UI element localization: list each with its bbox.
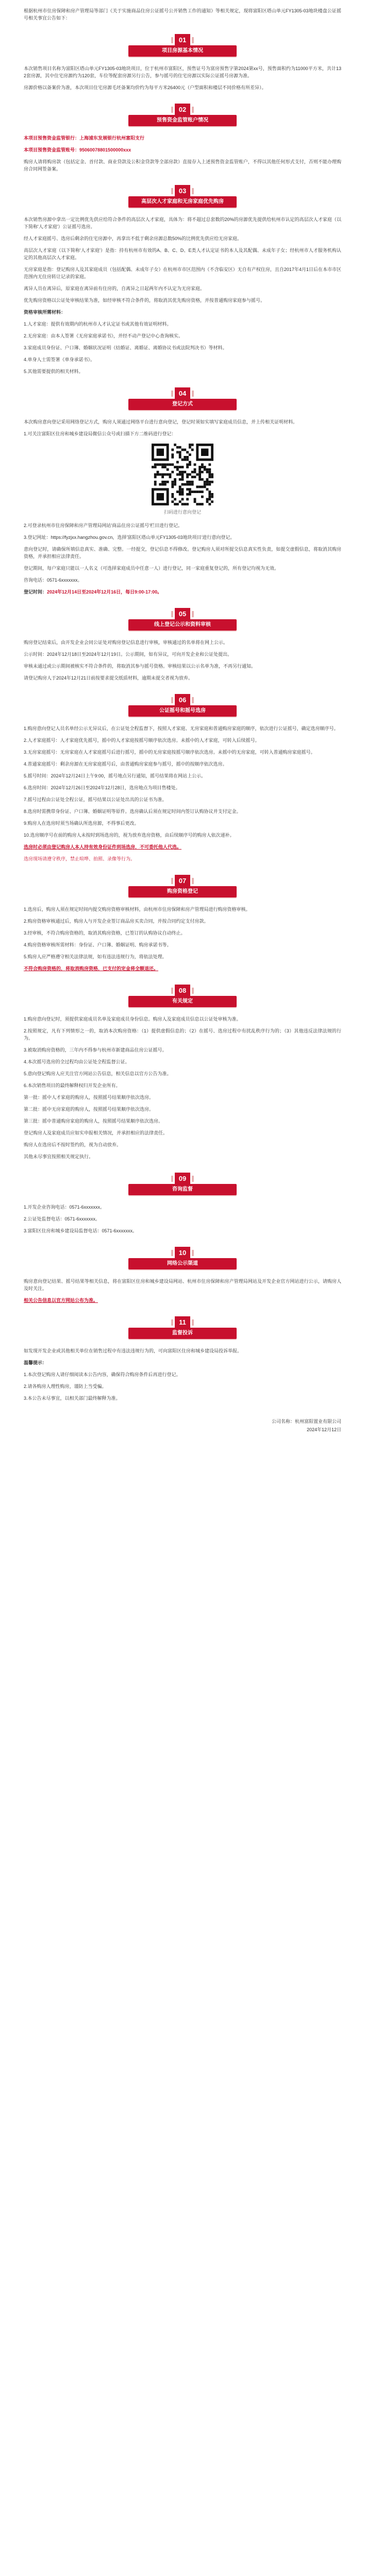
footer-org: 公司名称：杭州富阳置业有限公司	[271, 1419, 341, 1424]
section-paragraph: 离异人员在离异后，原家庭在离异前有住房的，自离异之日起两年内不认定为无房家庭。	[24, 286, 205, 291]
section-number: 02	[175, 104, 190, 116]
section-paragraph: 5.意向登记购房人应关注官方网站公告信息，相关信息以官方公告为准。	[24, 1071, 172, 1076]
section-number: 10	[175, 1247, 190, 1259]
section-number: 01	[175, 34, 190, 46]
section-paragraph: 8.选房时需携带身份证、户口簿、婚姻证明等原件。选房确认后须在规定时间内签订认购协议并支付定金。	[24, 809, 241, 814]
section-paragraph: 3.登记网址：https://fyzjxx.hangzhou.gov.cn，选择'富阳区塔山单元FY1305-03地块项目'进行意向登记。	[24, 535, 235, 540]
highlight-text: 不符合购房资格的，将取消购房资格，已支付的定金将全额退还。	[24, 966, 159, 971]
section-paragraph: 1.选房后，购房人须在规定时间内提交购房资格审核材料，由杭州市住房保障和房产管理局进行购房资格审核。	[24, 907, 251, 912]
section-number: 07	[175, 875, 190, 887]
section-paragraph: 购房人请将购房款（包括定金、首付款、商业贷款及公积金贷款等全部房款）直接存入上述预售资金监管账户，不得以其他任何形式支付，否则不能办理购房合同网签备案。	[24, 159, 341, 172]
section-paragraph: 登记购房人及家庭成员应如实申报相关情况，并承担相应的法律责任。	[24, 1130, 168, 1136]
highlight-text: 相关公告信息以官方网站公布为准。	[24, 1298, 98, 1303]
section-paragraph: 5.购房人应严格遵守相关法律法规，如有违法违规行为，将依法处理。	[24, 954, 167, 959]
section-paragraph: 1.购房意向登记时，须提供家庭成员名单及家庭成员身份信息。购房人及家庭成员信息以公证处审核为准。	[24, 1016, 241, 1022]
section-paragraph: 第三批：摇中普通购房家庭的购房人，按照摇号结果顺序依次选房。	[24, 1118, 163, 1124]
section-number: 03	[175, 185, 190, 197]
sections-container	[24, 34, 341, 1354]
section-paragraph: 第二批：摇中无房家庭的购房人，按照摇号结果顺序依次选房。	[24, 1107, 154, 1112]
section-paragraph: 房源价格以备案价为准，本次项目住宅房源毛坯备案均价约为每平方米26400元（户型面积和楼层不同价格有所差异）。	[24, 85, 267, 90]
section-paragraph: 本项目预售资金监管账号：95060078801500000xxx	[24, 147, 131, 152]
section-header	[24, 875, 341, 897]
qr-code-wrap	[24, 444, 341, 505]
section-paragraph: 购房登记结束后，由开发企业会同公证处对购房登记信息进行审核，审核通过的名单将在网上公示。	[24, 640, 228, 645]
section-paragraph: 3.无房家庭摇号：无房家庭在人才家庭摇号后进行摇号，摇中的无房家庭按摇号顺序依次选房。未摇中的无房家庭，可转入普通购房家庭摇号。	[24, 750, 316, 755]
qr-caption: 扫码进行意向登记	[163, 510, 201, 515]
section-paragraph: 4.购房资格审核所需材料：身份证、户口簿、婚姻证明、购房承诺书等。	[24, 942, 172, 947]
section-header	[24, 387, 341, 410]
notice-item: 3.本公告未尽事宜，以相关部门最终解释为准。	[24, 1396, 121, 1401]
section-header	[24, 1247, 341, 1269]
section-number: 05	[175, 608, 190, 620]
section-paragraph: 2.按照规定，凡有下列情形之一的，取消本次购房资格：（1）提供虚假信息的；（2）在摇号、选房过程中有扰乱秩序行为的；（3）其他违反法律法规的行为。	[24, 1028, 341, 1041]
section-paragraph: 9.购房人在选房时须当场确认所选房源，不得事后更改。	[24, 821, 139, 826]
section-paragraph: 1.购房意向登记人员名单经公示无异议后，在公证处全程监督下，按照人才家庭、无房家庭和普通购房家庭的顺序，依次进行公证摇号，确定选房顺序号。	[24, 726, 339, 731]
doc-item: 5.其他需要提供的相关材料。	[24, 369, 84, 374]
section-header	[24, 1173, 341, 1195]
section-paragraph: 7.摇号过程由公证处全程公证，摇号结果以公证处出具的公证书为准。	[24, 797, 167, 802]
section-header	[24, 34, 341, 57]
section-paragraph: 审核未通过或公示期间被核实不符合条件的，将取消其参与摇号资格。审核结果以公示名单为准，不再另行通知。	[24, 664, 256, 669]
section-paragraph: 10.选房顺序号在前的购房人未按时到场选房的，视为放弃选房资格，由后续顺序号的购房人依次递补。	[24, 833, 235, 838]
section-paragraph: 登记期间，每户家庭只能以一人名义（可选择家庭成员中任意一人）进行登记，同一家庭重复登记的，所有登记均视为无效。	[24, 566, 279, 571]
qr-code-icon[interactable]	[152, 444, 213, 505]
intro-paragraph: 根据杭州市住房保障和房产管理局等部门《关于实施商品住房公证摇号公开销售工作的通知》等相关规定，现将富阳区塔山单元FY1305-03地块楼盘公证摇号相关事宜公告如下：	[24, 8, 341, 21]
section-paragraph: 1.开发企业咨询电话：0571-6xxxxxxx。	[24, 1205, 105, 1210]
section-paragraph: 4.本次摇号选房的全过程均由公证处全程监督公证。	[24, 1059, 130, 1064]
section-paragraph: 6.选房时间：2024年12月26日至2024年12月28日，选房地点为项目售楼处。	[24, 785, 180, 790]
section-number: 06	[175, 694, 190, 706]
doc-item: 2.无房家庭：由本人签署《无房家庭承诺书》，并经不动产登记中心查询核实。	[24, 333, 184, 338]
section-paragraph: 优先购房资格以公证处审核结果为准，如经审核不符合条件的，将取消其优先购房资格，并按普通购房家庭参与摇号。	[24, 298, 266, 303]
registration-time	[24, 588, 341, 596]
notice-list	[24, 1371, 341, 1402]
footer-date: 2024年12月12日	[306, 1427, 341, 1432]
section-title: 高层次人才家庭和无房家庭优先购房	[128, 196, 237, 208]
section-title: 网络公示渠道	[128, 1258, 237, 1269]
section-header	[24, 185, 341, 208]
notice-item: 2.请各购房人理性购房，谨防上当受骗。	[24, 1384, 107, 1389]
highlight-text: 选房时必须由登记购房人本人持有效身份证件到场选房，不可委托他人代选。	[24, 844, 182, 850]
section-number: 09	[175, 1173, 190, 1185]
section-number: 08	[175, 985, 190, 997]
section-paragraph: 3.经审核，不符合购房资格的，取消其购房资格，已签订的认购协议自动终止。	[24, 930, 186, 936]
section-paragraph: 经人才家庭摇号、选房后剩余的住宅房源中，再拿出不低于剩余房源总数50%的比例优先供应给无房家庭。	[24, 236, 242, 241]
section-paragraph: 5.摇号时间：2024年12月24日上午9:00，摇号地点另行通知，摇号结果将在网站上公示。	[24, 773, 206, 778]
section-paragraph: 请登记购房人于2024年12月21日前按要求提交纸质材料，逾期未提交者视为放弃。	[24, 675, 193, 681]
section-header	[24, 608, 341, 631]
doc-item: 4.单身人士需签署《单身承诺书》。	[24, 357, 95, 362]
doc-item: 3.家庭成员身份证、户口簿、婚姻状况证明（结婚证、离婚证、离婚协议书或法院判决书）等材料。	[24, 345, 227, 350]
section-paragraph: 本次销售房源中拿出一定比例优先供应给符合条件的高层次人才家庭，具体为：将不超过总套数的20%的房源优先提供给杭州市认定的高层次人才家庭（以下简称'人才家庭'）公证摇号选房。	[24, 217, 341, 229]
section-title: 监督投诉	[128, 1328, 237, 1339]
section-paragraph: 3.被取消购房资格的，三年内不得参与杭州市新建商品住房公证摇号。	[24, 1047, 167, 1053]
section-paragraph: 本次购房意向登记采用网络登记方式，购房人须通过网络平台进行意向登记，登记时须如实填写家庭成员信息，并上传相关证明材料。	[24, 419, 298, 425]
section-title: 公证摇号和摇号选房	[128, 705, 237, 717]
section-paragraph: 如发现开发企业或其他相关单位在销售过程中有违法违规行为的，可向富阳区住房和城乡建设局投诉举报。	[24, 1348, 242, 1353]
section-title: 线上登记公示和资料审核	[128, 619, 237, 631]
section-paragraph: 1.可关注富阳区住房和城乡建设局微信公众号或扫描下方二维码进行登记：	[24, 431, 176, 436]
section-paragraph: 意向登记时，请确保所填信息真实、准确、完整。一经提交，登记信息不得修改。登记购房人须对所提交信息真实性负责，如提交虚假信息，将取消其购房资格，并承担相应法律责任。	[24, 547, 341, 559]
notice-title: 温馨提示：	[24, 1360, 47, 1365]
section-title: 有关规定	[128, 996, 237, 1007]
footer	[24, 1417, 341, 1434]
section-paragraph: 4.普通家庭摇号：剩余房源在无房家庭摇号后，由普通购房家庭参与摇号，摇中的按顺序依次选房。	[24, 761, 227, 767]
section-title: 项目房源基本情况	[128, 45, 237, 57]
notice-item: 1.本次登记购房人请仔细阅读本公告内容，确保符合购房条件后再进行登记。	[24, 1372, 181, 1377]
warning-text: 选房现场请遵守秩序，禁止喧哗、拍照、录像等行为。	[24, 856, 136, 861]
section-paragraph: 6.本次销售项目的最终解释权归开发企业所有。	[24, 1083, 121, 1088]
section-paragraph: 2.公证处监督电话：0571-6xxxxxxx。	[24, 1216, 101, 1222]
section-title: 咨询监督	[128, 1184, 237, 1195]
docs-title: 资格审核所需材料：	[24, 310, 66, 315]
section-paragraph: 本项目预售资金监管银行：上海浦东发展银行杭州富阳支行	[24, 135, 145, 141]
section-paragraph: 高层次人才家庭（以下简称'人才家庭'）是指：持有杭州市有效的A、B、C、D、E类人才认定证书的本人及其配偶、未成年子女；经杭州市人才服务机构认定的其他高层次人才家庭。	[24, 248, 341, 260]
section-header	[24, 985, 341, 1007]
section-paragraph: 购房人在选房后不按时签约的，视为自动放弃。	[24, 1142, 122, 1147]
section-number: 04	[175, 387, 190, 400]
section-paragraph: 本次销售项目名称为富阳区塔山单元FY1305-03地块项目，位于杭州市富阳区，预售证号为富房预售字第2024第xx号，预售面积约为11000平方米，共计132套房源，其中住宅房源约为120套，车位等配套房源另行公告，参与摇号的住宅房源以实际公证摇号房源为准。	[24, 66, 341, 78]
section-paragraph: 2.可登录杭州市住房保障和房产管理局网站'商品住房公证摇号'栏目进行登记。	[24, 523, 182, 528]
section-paragraph: 购房意向登记结果、摇号结果等相关信息，将在富阳区住房和城乡建设局网站、杭州市住房保障和房产管理局网站及开发企业官方网站进行公示，请购房人及时关注。	[24, 1279, 341, 1291]
section-paragraph: 公示时间：2024年12月18日至2024年12月19日。公示期间，如有异议，可向开发企业和公证处提出。	[24, 652, 233, 657]
section-title: 登记方式	[128, 399, 237, 410]
section-paragraph: 2.人才家庭摇号：人才家庭优先摇号，摇中的人才家庭按摇号顺序依次选房。未摇中的人才家庭，可转入后续摇号。	[24, 738, 260, 743]
section-title: 预售资金监管账户情况	[128, 115, 237, 126]
section-paragraph: 其他未尽事宜按照相关规定执行。	[24, 1154, 94, 1159]
section-paragraph: 第一批：摇中人才家庭的购房人，按照摇号结果顺序依次选房。	[24, 1095, 154, 1100]
section-header	[24, 1316, 341, 1339]
doc-item: 1.人才家庭：提供有效期内的杭州市人才认定证书或其他有效证明材料。	[24, 321, 172, 327]
section-paragraph: 3.富阳区住房和城乡建设局监督电话：0571-6xxxxxxx。	[24, 1228, 138, 1233]
section-paragraph: 2.购房资格审核通过后，购房人与开发企业签订商品房买卖合同，并按合同约定支付房款。	[24, 919, 209, 924]
registration-time-value: 2024年12月14日至2024年12月16日，每日9:00-17:00。	[47, 589, 162, 595]
section-header	[24, 104, 341, 126]
section-paragraph: 无房家庭是指：登记购房人及其家庭成员（包括配偶、未成年子女）在杭州市市区范围内（不含临安区）无自有产权住房，且自2017年4月1日后在本市市区范围内无住房转让记录的家庭。	[24, 267, 341, 279]
section-number: 11	[175, 1316, 190, 1329]
section-header	[24, 694, 341, 717]
section-title: 购房资格登记	[128, 886, 237, 897]
registration-time-label: 登记时间：	[24, 589, 47, 595]
section-paragraph: 咨询电话：0571-6xxxxxxx。	[24, 578, 82, 583]
